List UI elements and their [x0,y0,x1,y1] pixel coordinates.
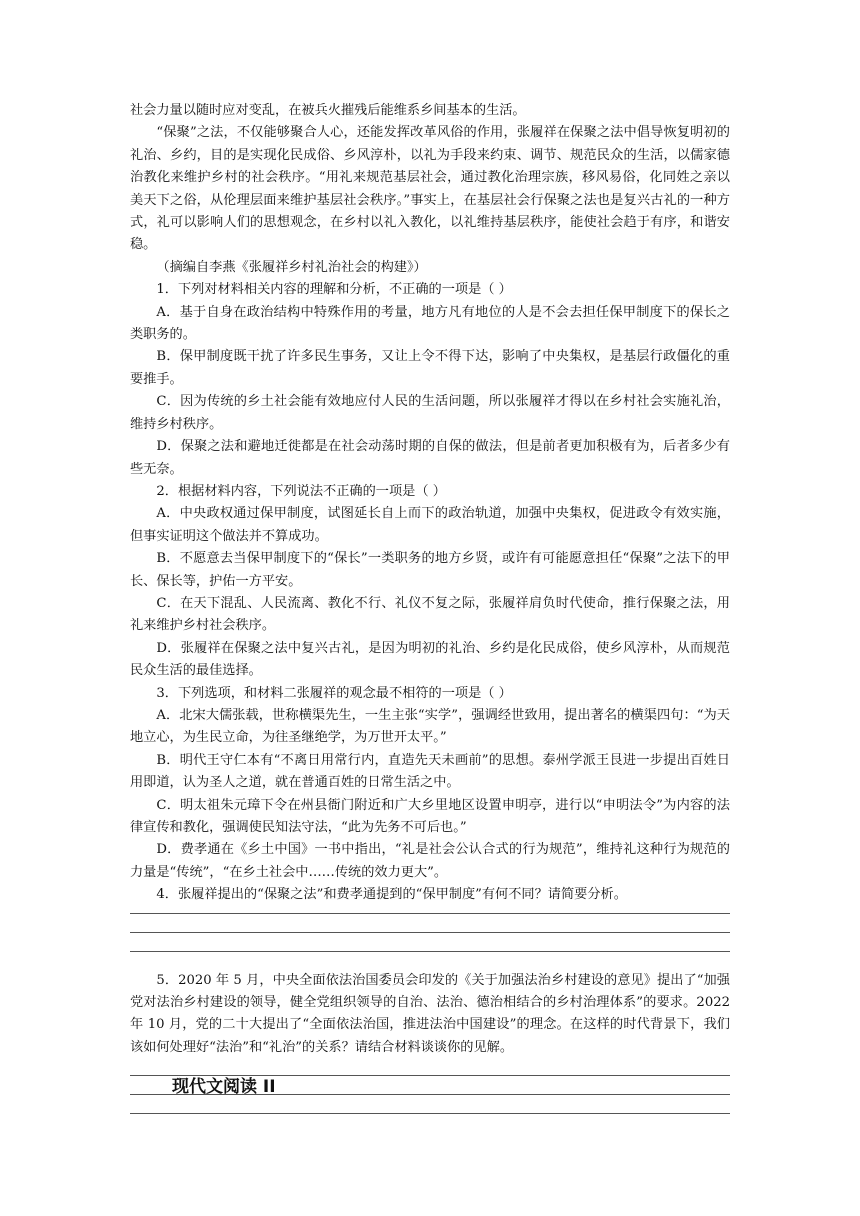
question-4-stem: 4．张履祥提出的“保聚之法”和费孝通提到的“保甲制度”有何不同？请简要分析。 [156,887,627,903]
passage-paragraph: “保聚”之法，不仅能够聚合人心，还能发挥改革风俗的作用，张履祥在保聚之法中倡导恢复明初的礼治、乡约，目的是实现化民成俗、乡风淳朴，以礼为手段来约束、调节、规范民众的生活，以儒家德治教化来维护乡村的社会秩序。“用礼来规范基层社会，通过教化治理宗族，移风易俗，化同姓之亲以美天下之俗，从伦理层面来维护基层社会秩序。”事实上，在基层社会行保聚之法也是复兴古礼的一种方式，礼可以影响人们的思想观念，在乡村以礼入教化，以礼维持基层秩序，能使社会趋于有序，和谐安稳。 [130,125,730,253]
question-3-stem: 3．下列选项，和材料二张履祥的观念最不相符的一项是（ ） [156,685,512,701]
passage-paragraph: 社会力量以随时应对变乱，在被兵火摧残后能维系乡间基本的生活。 [130,103,526,118]
question-3-option-a: A．北宋大儒张载，世称横渠先生，一生主张“实学”，强调经世致用，提出著名的横渠四句：“为天地立心，为生民立命，为往圣继绝学，为万世开太平。” [130,707,730,746]
section-title: 现代文阅读 II [172,1077,276,1097]
question-2-option-b: B．不愿意去当保甲制度下的“保长”一类职务的地方乡贤，或许有可能愿意担任“保聚”之法下的甲长、保长等，护佑一方平安。 [130,551,730,589]
document-body [130,100,730,1114]
question-1-option-c: C．因为传统的乡土社会能有效地应付人民的生活问题，所以张履祥才得以在乡村社会实施礼治，维持乡村秩序。 [130,394,730,432]
answer-line [130,913,730,914]
question-2-option-c: C．在天下混乱、人民流离、教化不行、礼仪不复之际，张履祥肩负时代使命，推行保聚之法，用礼来维护乡村社会秩序。 [130,595,730,634]
question-5-stem: 5．2020 年 5 月，中央全面依法治国委员会印发的《关于加强法治乡村建设的意见》提出了“加强党对法治乡村建设的领导，健全党组织领导的自治、法治、德治相结合的乡村治理体系”的要求。2022 年 10 月，党的二十大提出了“全面依法治国，推进法治中国建设”的理念。在这样的时代背景下，我们该如何处理好“法治”和“礼治”的关系？请结合材料谈谈你的见解。 [130,972,730,1055]
question-2-option-d: D．张履祥在保聚之法中复兴古礼，是因为明初的礼治、乡约是化民成俗，使乡风淳朴，从而规范民众生活的最佳选择。 [130,640,730,679]
answer-line [130,951,730,952]
question-1-option-b: B．保甲制度既干扰了许多民生事务，又让上令不得下达，影响了中央集权，是基层行政僵化的重要推手。 [130,349,730,387]
passage-source: （摘编自李燕《张履祥乡村礼治社会的构建》） [156,259,427,275]
answer-line [130,1113,730,1114]
answer-line [130,932,730,933]
question-1-option-a: A．基于自身在政治结构中特殊作用的考量，地方凡有地位的人是不会去担任保甲制度下的保长之类职务的。 [130,304,730,343]
question-2-option-a: A．中央政权通过保甲制度，试图延长自上而下的政治轨道，加强中央集权，促进政令有效实施，但事实证明这个做法并不算成功。 [130,506,730,544]
question-1-option-d: D．保聚之法和避地迁徙都是在社会动荡时期的自保的做法，但是前者更加积极有为，后者多少有些无奈。 [130,439,730,477]
question-1-stem: 1．下列对材料相关内容的理解和分析，不正确的一项是（ ） [156,282,512,298]
question-3-option-b: B．明代王守仁本有“不离日用常行内，直造先天未画前”的思想。泰州学派王艮进一步提出百姓日用即道，认为圣人之道，就在普通百姓的日常生活之中。 [130,752,730,791]
question-3-option-c: C．明太祖朱元璋下令在州县衙门附近和广大乡里地区设置申明亭，进行以“申明法令”为内容的法律宣传和教化，强调使民知法守法，“此为先务不可后也。” [130,797,730,835]
question-2-stem: 2．根据材料内容，下列说法不正确的一项是（ ） [156,483,446,499]
question-3-option-d: D．费孝通在《乡土中国》一书中指出，“礼是社会公认合式的行为规范”，维持礼这种行为规范的力量是“传统”，“在乡土社会中……传统的效力更大”。 [130,842,730,880]
question-4-answer-area[interactable] [130,907,730,952]
